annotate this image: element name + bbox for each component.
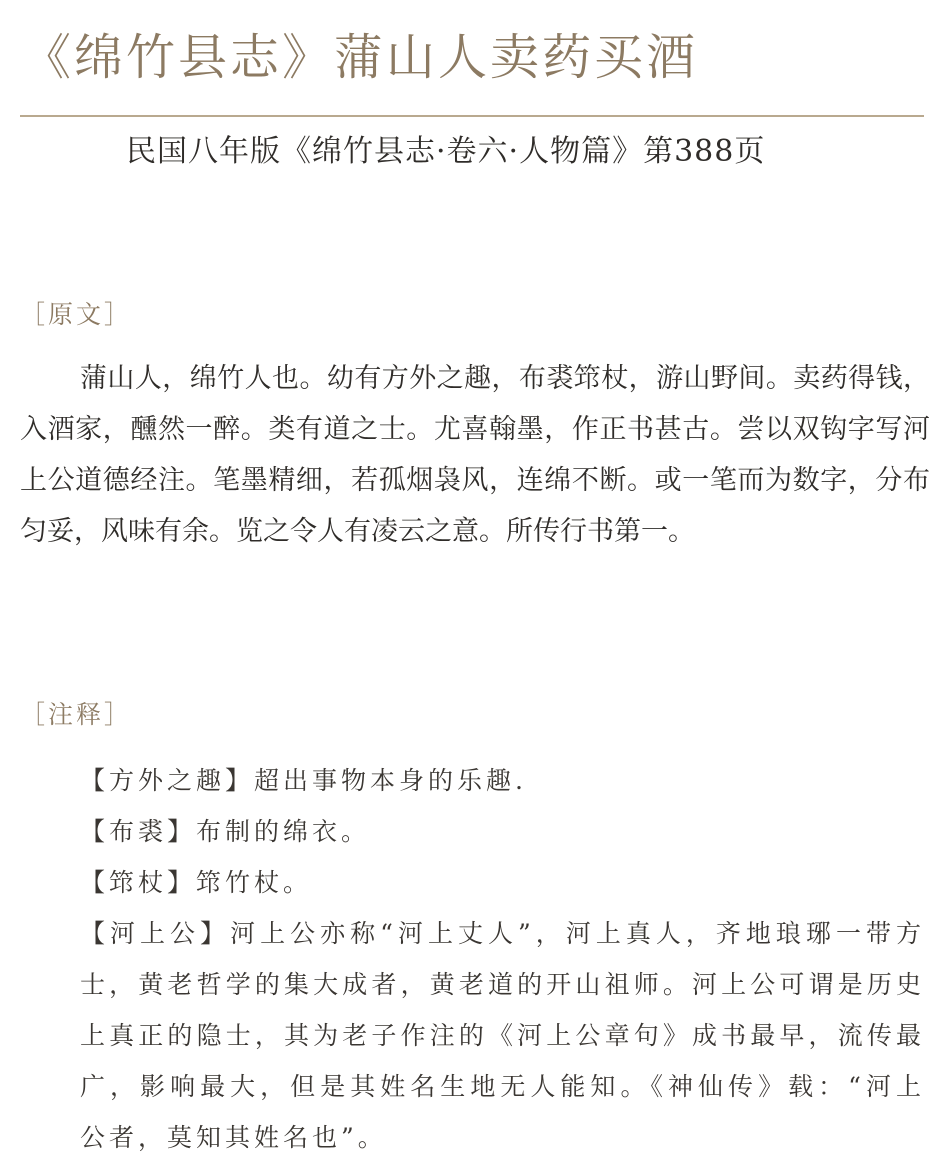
title-divider bbox=[20, 115, 924, 117]
original-text-heading: ［原文］ bbox=[20, 300, 133, 329]
original-text-indent bbox=[20, 363, 80, 394]
original-text-paragraph bbox=[20, 353, 930, 557]
note-item: 【布裘】布制的绵衣。 bbox=[80, 817, 371, 846]
notes-heading: ［注释］ bbox=[20, 700, 133, 729]
notes-list bbox=[20, 755, 925, 1163]
note-item: 【筇杖】筇竹杖。 bbox=[80, 868, 313, 897]
page-title: 《绵竹县志》蒲山人卖药买酒 bbox=[22, 29, 699, 86]
note-item: 【方外之趣】超出事物本身的乐趣. bbox=[80, 766, 527, 795]
original-text: 蒲山人，绵竹人也。幼有方外之趣，布裘筇杖，游山野间。卖药得钱，入酒家，醺然一醉。类有道之士。尤喜翰墨，作正书甚古。尝以双钩字写河上公道德经注。笔墨精细，若孤烟袅风，连绵不断。或一笔而为数字，分布匀妥，风味有余。览之令人有凌云之意。所传行书第一。 bbox=[20, 363, 930, 547]
note-item: 【河上公】河上公亦称“河上丈人”，河上真人，齐地琅琊一带方士，黄老哲学的集大成者，黄老道的开山祖师。河上公可谓是历史上真正的隐士，其为老子作注的《河上公章句》成书最早，流传最广，影响最大，但是其姓名生地无人能知。《神仙传》载：“河上公者，莫知其姓名也”。 bbox=[80, 919, 925, 1152]
source-citation: 民国八年版《绵竹县志·卷六·人物篇》第388页 bbox=[126, 134, 766, 169]
